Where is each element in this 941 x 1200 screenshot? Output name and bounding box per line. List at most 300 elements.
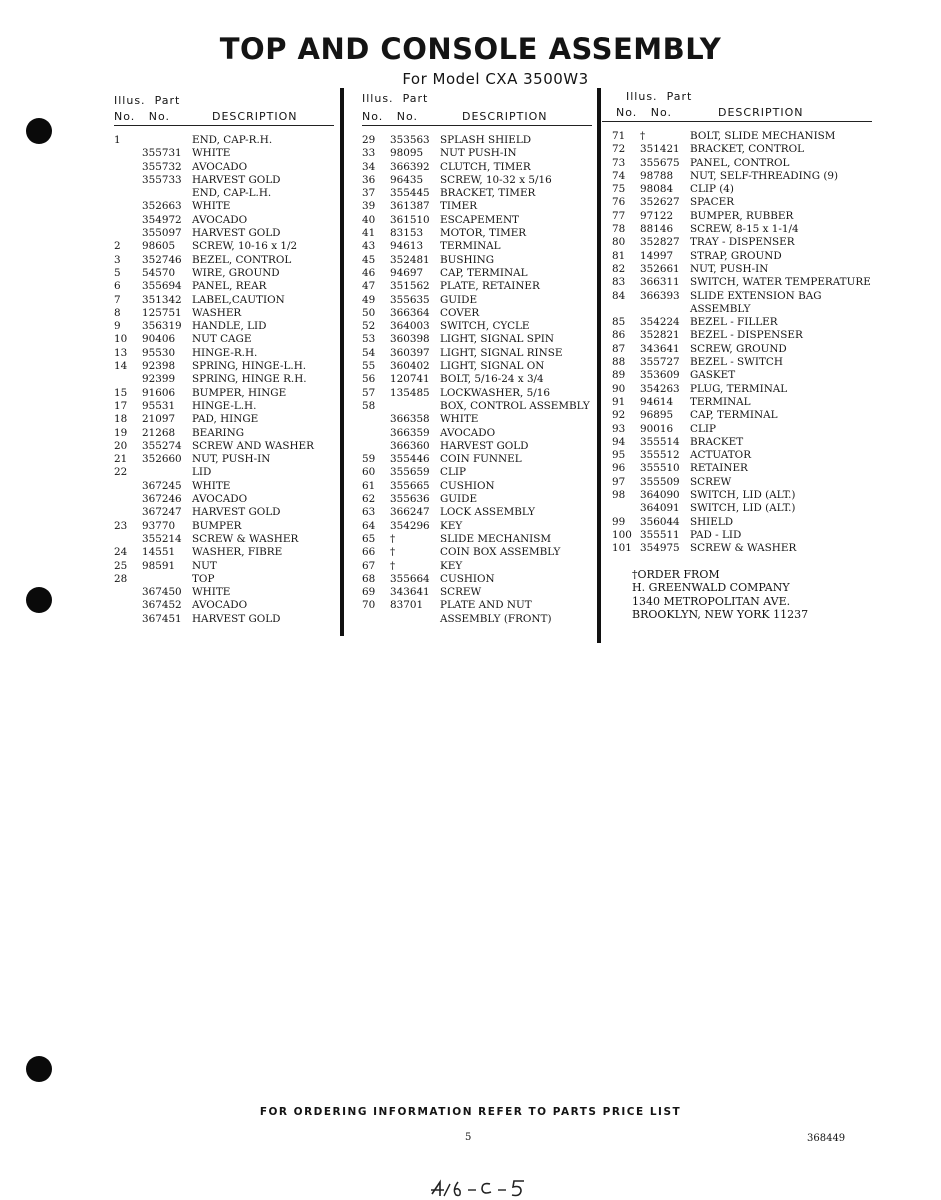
part-description: BUMPER bbox=[192, 519, 242, 532]
part-description: PAD, HINGE bbox=[192, 413, 259, 426]
parts-list bbox=[362, 134, 592, 626]
part-number: 355446 bbox=[390, 453, 430, 466]
part-description: SCREW & WASHER bbox=[192, 532, 299, 545]
part-number: 98788 bbox=[640, 169, 674, 182]
illus-number: 64 bbox=[362, 519, 376, 532]
part-description: HINGE-R.H. bbox=[192, 346, 258, 359]
handwritten-note bbox=[428, 1176, 528, 1200]
part-number: 355511 bbox=[640, 528, 680, 541]
part-description: NUT, PUSH-IN bbox=[690, 262, 769, 275]
illus-number: 87 bbox=[612, 342, 626, 355]
illus-number: 17 bbox=[114, 399, 128, 412]
illus-number: 37 bbox=[362, 187, 376, 200]
part-number: 98591 bbox=[142, 559, 176, 572]
parts-row bbox=[114, 520, 334, 533]
illus-number: 3 bbox=[114, 253, 121, 266]
header-rule bbox=[362, 125, 592, 126]
parts-column-2 bbox=[362, 94, 592, 626]
part-description: BEZEL - DISPENSER bbox=[690, 329, 803, 342]
parts-row bbox=[612, 476, 872, 489]
document-number: 368449 bbox=[807, 1133, 846, 1144]
part-number: 366392 bbox=[390, 160, 430, 173]
footer-note: FOR ORDERING INFORMATION REFER TO PARTS PRICE LIST bbox=[259, 1106, 682, 1118]
illus-number: 57 bbox=[362, 386, 376, 399]
illus-number: 2 bbox=[114, 240, 121, 253]
part-description: SWITCH, WATER TEMPERATURE bbox=[690, 276, 871, 289]
part-number: 355512 bbox=[640, 449, 680, 462]
part-number: 353563 bbox=[390, 134, 430, 146]
illus-number: 58 bbox=[362, 399, 376, 412]
part-description: SCREW, 10-16 x 1/2 bbox=[192, 240, 298, 253]
column-divider bbox=[597, 88, 601, 643]
illus-number: 29 bbox=[362, 134, 376, 146]
parts-row bbox=[114, 227, 334, 240]
parts-row bbox=[362, 307, 592, 320]
illus-number: 14 bbox=[114, 360, 128, 373]
part-description: AVOCADO bbox=[192, 160, 248, 173]
part-description: TRAY - DISPENSER bbox=[690, 236, 795, 249]
parts-column-3 bbox=[612, 90, 872, 556]
part-description: CAP, TERMINAL bbox=[440, 266, 528, 279]
parts-row bbox=[114, 347, 334, 360]
part-description: BEZEL - SWITCH bbox=[690, 356, 783, 369]
part-description: NUT, PUSH-IN bbox=[192, 453, 271, 466]
part-description: SCREW, GROUND bbox=[690, 342, 787, 355]
parts-row bbox=[362, 493, 592, 506]
illus-number: 61 bbox=[362, 479, 376, 492]
illus-number: 10 bbox=[114, 333, 128, 346]
part-description: COIN BOX ASSEMBLY bbox=[440, 546, 561, 559]
part-number: 366247 bbox=[390, 506, 430, 519]
page-title: TOP AND CONSOLE ASSEMBLY bbox=[219, 32, 722, 66]
column-header bbox=[612, 90, 872, 130]
part-description: ESCAPEMENT bbox=[440, 213, 519, 226]
parts-row bbox=[612, 130, 872, 143]
part-description: TERMINAL bbox=[690, 395, 751, 408]
part-number: 343641 bbox=[640, 342, 680, 355]
part-description: HARVEST GOLD bbox=[192, 227, 281, 240]
part-number: † bbox=[390, 559, 396, 572]
part-description: KEY bbox=[440, 519, 463, 532]
illus-number: 66 bbox=[362, 546, 376, 559]
part-number: 351421 bbox=[640, 143, 680, 156]
parts-row bbox=[114, 440, 334, 453]
part-description: SLIDE EXTENSION BAG bbox=[690, 289, 822, 302]
part-number: 90406 bbox=[142, 333, 176, 346]
header-description: DESCRIPTION bbox=[718, 106, 804, 119]
part-description: SPRING, HINGE R.H. bbox=[192, 373, 307, 386]
part-description: SWITCH, LID (ALT.) bbox=[690, 489, 796, 502]
part-number: 355727 bbox=[640, 356, 680, 369]
parts-row bbox=[362, 480, 592, 493]
parts-row bbox=[114, 214, 334, 227]
parts-row bbox=[114, 427, 334, 440]
illus-number: 68 bbox=[362, 572, 376, 585]
parts-row bbox=[362, 174, 592, 187]
illus-number: 25 bbox=[114, 559, 128, 572]
part-description: PLATE AND NUT bbox=[440, 599, 532, 612]
parts-row bbox=[114, 254, 334, 267]
part-number: 367452 bbox=[142, 599, 182, 612]
illus-number: 83 bbox=[612, 276, 626, 289]
illus-number: 90 bbox=[612, 382, 626, 395]
illus-number: 74 bbox=[612, 169, 626, 182]
parts-row bbox=[612, 329, 872, 342]
part-description: AVOCADO bbox=[192, 599, 248, 612]
column-divider bbox=[340, 88, 344, 636]
illus-number: 53 bbox=[362, 333, 376, 346]
parts-row bbox=[612, 396, 872, 409]
illus-number: 75 bbox=[612, 183, 626, 196]
parts-row bbox=[362, 227, 592, 240]
part-number: 355214 bbox=[142, 532, 182, 545]
part-description: CLIP bbox=[440, 466, 466, 479]
part-description: SPRING, HINGE-L.H. bbox=[192, 360, 307, 373]
part-description: NUT bbox=[192, 559, 217, 572]
illus-number: 33 bbox=[362, 147, 376, 160]
order-line: †ORDER FROM bbox=[632, 568, 720, 581]
order-company: H. GREENWALD COMPANY bbox=[632, 581, 790, 595]
part-number: 352661 bbox=[640, 262, 680, 275]
part-description: WHITE bbox=[192, 147, 231, 160]
part-description: CLIP bbox=[690, 422, 716, 435]
model-subtitle: For Model CXA 3500W3 bbox=[402, 70, 589, 88]
parts-row bbox=[612, 263, 872, 276]
parts-row bbox=[362, 373, 592, 386]
part-description: ACTUATOR bbox=[690, 449, 752, 462]
illus-number: 88 bbox=[612, 356, 626, 369]
part-description: LABEL,CAUTION bbox=[192, 293, 285, 306]
part-description: CLIP (4) bbox=[690, 183, 734, 196]
parts-row bbox=[362, 147, 592, 160]
part-number: 361387 bbox=[390, 200, 430, 213]
part-number: 354224 bbox=[640, 316, 680, 329]
header-illus-part: Illus. Part bbox=[362, 92, 429, 105]
parts-row bbox=[612, 529, 872, 542]
part-description: HARVEST GOLD bbox=[192, 173, 281, 186]
part-description: SPLASH SHIELD bbox=[440, 134, 532, 146]
parts-row bbox=[114, 134, 334, 147]
parts-row bbox=[114, 200, 334, 213]
part-description: COVER bbox=[440, 306, 480, 319]
illus-number: 81 bbox=[612, 249, 626, 262]
part-number: 125751 bbox=[142, 306, 182, 319]
illus-number: 59 bbox=[362, 453, 376, 466]
part-description: SPACER bbox=[690, 196, 735, 209]
column-header bbox=[114, 94, 334, 134]
part-number: 352821 bbox=[640, 329, 680, 342]
illus-number: 62 bbox=[362, 493, 376, 506]
illus-number: 45 bbox=[362, 253, 376, 266]
illus-number: 63 bbox=[362, 506, 376, 519]
illus-number: 23 bbox=[114, 519, 128, 532]
parts-row bbox=[612, 276, 872, 289]
parts-row bbox=[362, 400, 592, 413]
part-description: HARVEST GOLD bbox=[192, 506, 281, 519]
illus-number: 55 bbox=[362, 360, 376, 373]
part-number: 88146 bbox=[640, 223, 674, 236]
parts-row bbox=[362, 506, 592, 519]
parts-row bbox=[612, 369, 872, 382]
illus-number: 89 bbox=[612, 369, 626, 382]
parts-column-1 bbox=[114, 94, 334, 626]
part-description: BOX, CONTROL ASSEMBLY bbox=[440, 399, 590, 412]
illus-number: 86 bbox=[612, 329, 626, 342]
part-description: WHITE bbox=[192, 479, 231, 492]
illus-number: 15 bbox=[114, 386, 128, 399]
part-description: PAD - LID bbox=[690, 528, 742, 541]
part-description: CUSHION bbox=[440, 572, 495, 585]
illus-number: 84 bbox=[612, 289, 626, 302]
illus-number: 9 bbox=[114, 320, 121, 333]
part-description: CUSHION bbox=[440, 479, 495, 492]
illus-number: 54 bbox=[362, 346, 376, 359]
illus-number: 41 bbox=[362, 227, 376, 240]
illus-number: 101 bbox=[612, 542, 632, 555]
illus-number: 60 bbox=[362, 466, 376, 479]
part-description: AVOCADO bbox=[192, 213, 248, 226]
illus-number: 65 bbox=[362, 532, 376, 545]
parts-row bbox=[114, 506, 334, 519]
part-description: NUT CAGE bbox=[192, 333, 252, 346]
parts-row bbox=[114, 573, 334, 586]
part-description: WHITE bbox=[192, 200, 231, 213]
parts-row bbox=[362, 466, 592, 479]
part-description: BUMPER, RUBBER bbox=[690, 209, 794, 222]
parts-row bbox=[114, 599, 334, 612]
parts-row bbox=[612, 489, 872, 502]
illus-number: 34 bbox=[362, 160, 376, 173]
illus-number: 67 bbox=[362, 559, 376, 572]
part-description: LIGHT, SIGNAL ON bbox=[440, 360, 545, 373]
part-number: 355445 bbox=[390, 187, 430, 200]
part-number: 352827 bbox=[640, 236, 680, 249]
parts-row bbox=[114, 373, 334, 386]
illus-number: 50 bbox=[362, 306, 376, 319]
part-description: CLUTCH, TIMER bbox=[440, 160, 531, 173]
part-description: CAP, TERMINAL bbox=[690, 409, 778, 422]
part-number: 95531 bbox=[142, 399, 176, 412]
illus-number: 43 bbox=[362, 240, 376, 253]
illus-number: 73 bbox=[612, 156, 626, 169]
part-number: 83153 bbox=[390, 227, 424, 240]
parts-row bbox=[362, 440, 592, 453]
parts-row bbox=[612, 343, 872, 356]
part-description: HANDLE, LID bbox=[192, 320, 267, 333]
parts-row bbox=[362, 333, 592, 346]
part-description: LIGHT, SIGNAL SPIN bbox=[440, 333, 555, 346]
parts-row bbox=[362, 134, 592, 147]
part-number: 343641 bbox=[390, 586, 430, 599]
part-description: STRAP, GROUND bbox=[690, 249, 782, 262]
header-description: DESCRIPTION bbox=[212, 110, 298, 123]
illus-number: 78 bbox=[612, 223, 626, 236]
parts-row bbox=[362, 294, 592, 307]
part-number: 367451 bbox=[142, 612, 182, 625]
part-number: 90016 bbox=[640, 422, 674, 435]
illus-number: 21 bbox=[114, 453, 128, 466]
part-number: 14551 bbox=[142, 546, 176, 559]
parts-row bbox=[362, 427, 592, 440]
part-number: 354263 bbox=[640, 382, 680, 395]
part-number: 366360 bbox=[390, 439, 430, 452]
part-number: 96895 bbox=[640, 409, 674, 422]
illus-number: 20 bbox=[114, 439, 128, 452]
parts-row bbox=[114, 294, 334, 307]
part-description: SCREW & WASHER bbox=[690, 542, 797, 555]
part-description: TERMINAL bbox=[440, 240, 501, 253]
part-number: 14997 bbox=[640, 249, 674, 262]
illus-number: 69 bbox=[362, 586, 376, 599]
parts-row bbox=[612, 436, 872, 449]
header-illus-part: Illus. Part bbox=[114, 94, 181, 107]
part-description: SWITCH, LID (ALT.) bbox=[690, 502, 796, 515]
parts-list bbox=[114, 134, 334, 626]
parts-row bbox=[612, 383, 872, 396]
illus-number: 76 bbox=[612, 196, 626, 209]
part-description: WHITE bbox=[192, 586, 231, 599]
part-description: BRACKET, TIMER bbox=[440, 187, 536, 200]
part-number: 98084 bbox=[640, 183, 674, 196]
illus-number: 93 bbox=[612, 422, 626, 435]
parts-row bbox=[114, 453, 334, 466]
parts-row bbox=[612, 290, 872, 303]
part-description: KEY bbox=[440, 559, 463, 572]
illus-number: 71 bbox=[612, 130, 626, 142]
part-number: 355731 bbox=[142, 147, 182, 160]
part-number: 95530 bbox=[142, 346, 176, 359]
header-no: No. No. bbox=[114, 110, 171, 123]
parts-row bbox=[612, 183, 872, 196]
illus-number: 82 bbox=[612, 262, 626, 275]
illus-number: 6 bbox=[114, 280, 121, 293]
parts-row bbox=[612, 462, 872, 475]
parts-row bbox=[114, 240, 334, 253]
parts-row bbox=[362, 280, 592, 293]
part-description: TOP bbox=[192, 572, 215, 585]
order-address: 1340 METROPOLITAN AVE. bbox=[632, 594, 791, 608]
parts-row bbox=[114, 560, 334, 573]
part-description: PANEL, CONTROL bbox=[690, 156, 790, 169]
parts-row bbox=[612, 356, 872, 369]
parts-row bbox=[362, 520, 592, 533]
parts-row bbox=[612, 409, 872, 422]
parts-row bbox=[612, 542, 872, 555]
part-number: 351562 bbox=[390, 280, 430, 293]
part-description: TIMER bbox=[440, 200, 478, 213]
part-number: 366358 bbox=[390, 413, 430, 426]
binder-hole-middle bbox=[26, 587, 52, 613]
part-number: 352660 bbox=[142, 453, 182, 466]
part-number: 361510 bbox=[390, 213, 430, 226]
part-number: 97122 bbox=[640, 209, 674, 222]
part-description: HINGE-L.H. bbox=[192, 399, 257, 412]
part-description: BUMPER, HINGE bbox=[192, 386, 287, 399]
part-number: 354296 bbox=[390, 519, 430, 532]
part-description: HARVEST GOLD bbox=[192, 612, 281, 625]
parts-row bbox=[114, 320, 334, 333]
parts-row bbox=[362, 387, 592, 400]
part-number: 96435 bbox=[390, 173, 424, 186]
part-description: COIN FUNNEL bbox=[440, 453, 522, 466]
parts-row bbox=[362, 254, 592, 267]
illus-number: 28 bbox=[114, 572, 128, 585]
illus-number: 99 bbox=[612, 515, 626, 528]
parts-row bbox=[612, 196, 872, 209]
column-header bbox=[362, 94, 592, 134]
illus-number: 97 bbox=[612, 475, 626, 488]
part-description: PLATE, RETAINER bbox=[440, 280, 540, 293]
parts-row bbox=[362, 413, 592, 426]
part-number: 98605 bbox=[142, 240, 176, 253]
illus-number: 47 bbox=[362, 280, 376, 293]
part-description: SCREW, 8-15 x 1-1/4 bbox=[690, 223, 799, 236]
parts-row bbox=[362, 360, 592, 373]
part-number: 355097 bbox=[142, 227, 182, 240]
part-description: BRACKET bbox=[690, 435, 744, 448]
part-number: 83701 bbox=[390, 599, 424, 612]
part-description: NUT, SELF-THREADING (9) bbox=[690, 169, 839, 182]
parts-row bbox=[362, 200, 592, 213]
part-number: 353609 bbox=[640, 369, 680, 382]
part-description: END, CAP-L.H. bbox=[192, 187, 272, 200]
part-number: † bbox=[390, 546, 396, 559]
part-description: WHITE bbox=[440, 413, 479, 426]
part-number: 355665 bbox=[390, 479, 430, 492]
parts-row bbox=[362, 453, 592, 466]
parts-row bbox=[612, 170, 872, 183]
illus-number: 80 bbox=[612, 236, 626, 249]
parts-row bbox=[362, 560, 592, 573]
parts-row bbox=[612, 516, 872, 529]
part-number: 366393 bbox=[640, 289, 680, 302]
part-number: 367247 bbox=[142, 506, 182, 519]
parts-row bbox=[362, 347, 592, 360]
illus-number: 56 bbox=[362, 373, 376, 386]
part-number: † bbox=[640, 130, 646, 142]
illus-number: 98 bbox=[612, 489, 626, 502]
part-description: SCREW bbox=[690, 475, 732, 488]
parts-row bbox=[114, 533, 334, 546]
illus-number: 92 bbox=[612, 409, 626, 422]
illus-number: 39 bbox=[362, 200, 376, 213]
part-number: 366311 bbox=[640, 276, 680, 289]
parts-row bbox=[114, 174, 334, 187]
illus-number: 18 bbox=[114, 413, 128, 426]
part-number: 352663 bbox=[142, 200, 182, 213]
part-description: ASSEMBLY (FRONT) bbox=[440, 612, 552, 625]
parts-row bbox=[114, 267, 334, 280]
part-number: 367245 bbox=[142, 479, 182, 492]
parts-row bbox=[612, 449, 872, 462]
header-no: No. No. bbox=[362, 110, 419, 123]
parts-row bbox=[612, 502, 872, 515]
parts-row bbox=[612, 250, 872, 263]
part-description: ASSEMBLY bbox=[690, 302, 751, 315]
part-description: LOCK ASSEMBLY bbox=[440, 506, 535, 519]
part-number: 54570 bbox=[142, 266, 176, 279]
part-description: SCREW bbox=[440, 586, 482, 599]
order-city: BROOKLYN, NEW YORK 11237 bbox=[632, 607, 809, 621]
part-description: BOLT, 5/16-24 x 3/4 bbox=[440, 373, 544, 386]
part-description: END, CAP-R.H. bbox=[192, 134, 273, 146]
illus-number: 94 bbox=[612, 435, 626, 448]
part-number: 367246 bbox=[142, 493, 182, 506]
parts-row bbox=[114, 161, 334, 174]
part-description: BEZEL - FILLER bbox=[690, 316, 778, 329]
part-number: 351342 bbox=[142, 293, 182, 306]
illus-number: 24 bbox=[114, 546, 128, 559]
